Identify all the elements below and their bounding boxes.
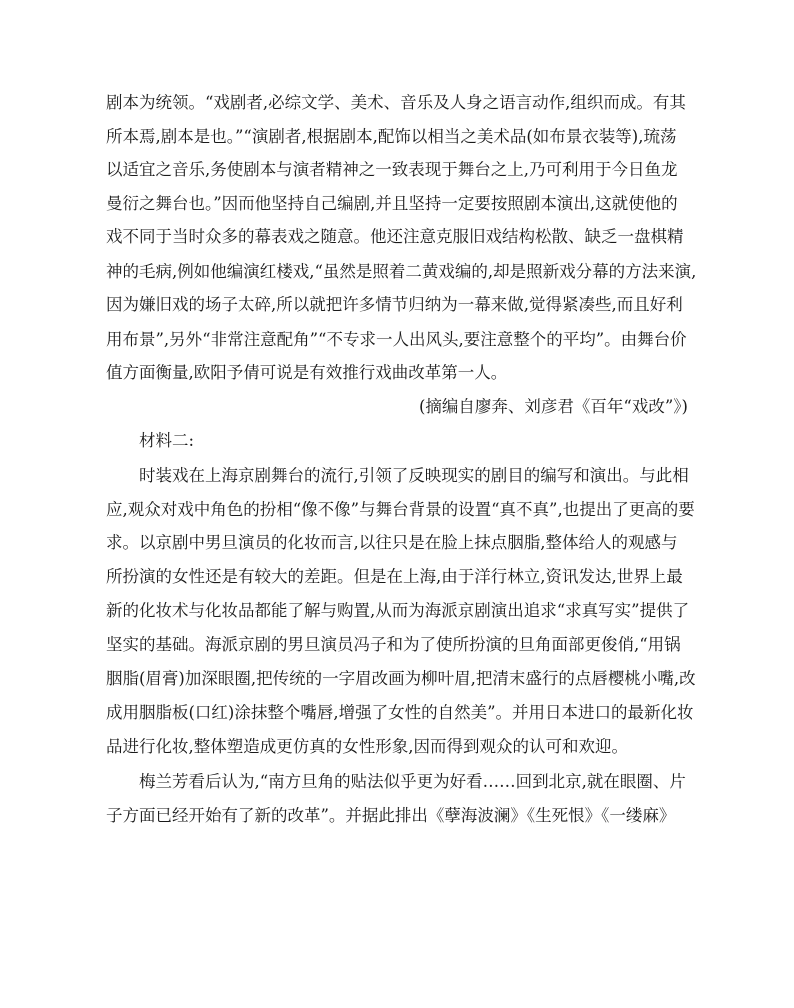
text-line: 值方面衡量,欧阳予倩可说是有效推行戏曲改革第一人。 xyxy=(106,363,508,382)
text-line: 成用胭脂板(口红)涂抹整个嘴唇,增强了女性的自然美”。并用日本进口的最新化妆 xyxy=(106,703,694,722)
text-line: 神的毛病,例如他编演红楼戏,“虽然是照着二黄戏编的,却是照新戏分幕的方法来演, xyxy=(106,262,697,281)
text-line: 曼衍之舞台也。”因而他坚持自己编剧,并且坚持一定要按照剧本演出,这就使他的 xyxy=(106,194,678,213)
text-line: 应,观众对戏中角色的扮相“像不像”与舞台背景的设置“真不真”,也提出了更高的要 xyxy=(106,500,695,519)
text-line: 因为嫌旧戏的场子太碎,所以就把许多情节归纳为一幕来做,觉得紧凑些,而且好利 xyxy=(106,295,683,314)
text-line: 坚实的基础。海派京剧的男旦演员冯子和为了使所扮演的旦角面部更俊俏,“用锅 xyxy=(106,635,681,654)
section-heading: 材料二: xyxy=(139,431,195,450)
text-line: 子方面已经开始有了新的改革”。并据此排出《孽海波澜》《生死恨》《一缕麻》 xyxy=(106,806,676,825)
text-line: 胭脂(眉膏)加深眼圈,把传统的一字眉改画为柳叶眉,把清末盛行的点唇樱桃小嘴,改 xyxy=(106,669,696,688)
text-line: 剧本为统领。“戏剧者,必综文学、美术、音乐及人身之语言动作,组织而成。有其 xyxy=(106,93,686,112)
source-citation: (摘编自廖奔、刘彦君《百年“戏改”》) xyxy=(419,397,688,416)
text-line: 所扮演的女性还是有较大的差距。但是在上海,由于洋行林立,资讯发达,世界上最 xyxy=(106,567,683,586)
text-line: 品进行化妆,整体塑造成更仿真的女性形象,因而得到观众的认可和欢迎。 xyxy=(106,737,628,756)
text-line: 以适宜之音乐,务使剧本与演者精神之一致表现于舞台之上,乃可利用于今日鱼龙 xyxy=(106,160,678,179)
text-line: 梅兰芳看后认为,“南方旦角的贴法似乎更为好看……回到北京,就在眼圈、片 xyxy=(139,772,686,791)
text-line: 时装戏在上海京剧舞台的流行,引领了反映现实的剧目的编写和演出。与此相 xyxy=(139,466,689,485)
text-line: 新的化妆术与化妆品都能了解与购置,从而为海派京剧演出追求“求真写实”提供了 xyxy=(106,601,690,620)
text-line: 求。以京剧中男旦演员的化妆而言,以往只是在脸上抹点胭脂,整体给人的观感与 xyxy=(106,533,678,552)
text-line: 用布景”,另外“非常注意配角”“不专求一人出风头,要注意整个的平均”。由舞台价 xyxy=(106,330,687,349)
text-line: 戏不同于当时众多的幕表戏之随意。他还注意克服旧戏结构松散、缺乏一盘棋精 xyxy=(106,227,684,246)
text-line: 所本焉,剧本是也。”“演剧者,根据剧本,配饰以相当之美术品(如布景衣装等),琉荡 xyxy=(106,127,677,146)
